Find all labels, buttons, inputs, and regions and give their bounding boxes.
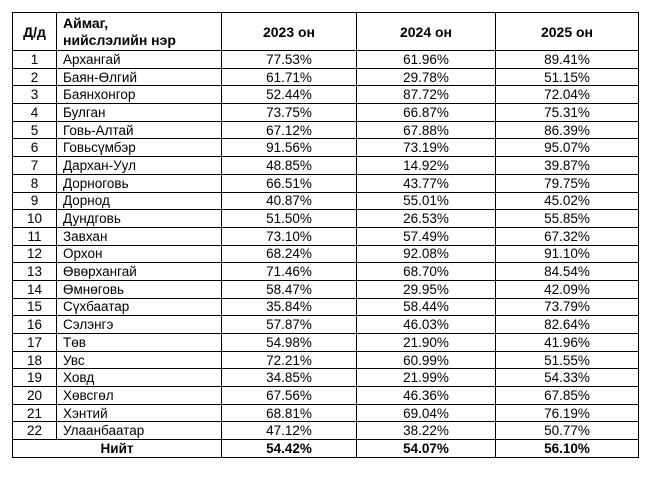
header-no: Д/д [13, 13, 57, 51]
aimag-name: Хөвсгөл [57, 387, 222, 405]
value-2023: 61.71% [222, 68, 357, 86]
value-2023: 40.87% [222, 192, 357, 210]
aimag-name: Орхон [57, 245, 222, 263]
table-header [13, 13, 639, 51]
aimag-name: Өвөрхангай [57, 263, 222, 281]
row-number: 17 [13, 334, 57, 352]
row-number: 5 [13, 121, 57, 139]
total-value-2023: 54.42% [222, 440, 357, 458]
header-row [13, 13, 639, 51]
value-2024: 55.01% [357, 192, 496, 210]
value-2023: 34.85% [222, 369, 357, 387]
value-2025: 41.96% [496, 334, 639, 352]
value-2023: 48.85% [222, 157, 357, 175]
aimag-name: Говьсүмбэр [57, 139, 222, 157]
header-aimag-name-line1: Аймаг, [63, 14, 109, 31]
header-aimag-name [57, 13, 222, 51]
value-2023: 35.84% [222, 298, 357, 316]
aimag-name: Сүхбаатар [57, 298, 222, 316]
value-2023: 68.24% [222, 245, 357, 263]
value-2025: 73.79% [496, 298, 639, 316]
value-2025: 82.64% [496, 316, 639, 334]
aimag-name: Завхан [57, 227, 222, 245]
row-number: 19 [13, 369, 57, 387]
row-number: 14 [13, 280, 57, 298]
value-2025: 86.39% [496, 121, 639, 139]
aimag-name: Архангай [57, 51, 222, 69]
value-2024: 68.70% [357, 263, 496, 281]
value-2025: 67.85% [496, 387, 639, 405]
total-value-2024: 54.07% [357, 440, 496, 458]
header-year-2025: 2025 он [496, 13, 639, 51]
aimag-name: Ховд [57, 369, 222, 387]
aimag-name: Баянхонгор [57, 86, 222, 104]
row-number: 6 [13, 139, 57, 157]
row-number: 4 [13, 104, 57, 122]
table-row [13, 121, 639, 139]
row-number: 20 [13, 387, 57, 405]
aimag-percentage-table [12, 12, 639, 458]
value-2024: 58.44% [357, 298, 496, 316]
value-2023: 73.10% [222, 227, 357, 245]
aimag-name: Хэнтий [57, 404, 222, 422]
row-number: 3 [13, 86, 57, 104]
value-2023: 77.53% [222, 51, 357, 69]
value-2024: 57.49% [357, 227, 496, 245]
value-2024: 26.53% [357, 210, 496, 228]
value-2025: 75.31% [496, 104, 639, 122]
value-2024: 21.90% [357, 334, 496, 352]
header-aimag-name-line2: нийслэлийн нэр [63, 31, 176, 48]
value-2023: 51.50% [222, 210, 357, 228]
table-row [13, 86, 639, 104]
value-2024: 69.04% [357, 404, 496, 422]
table-row [13, 68, 639, 86]
table-row [13, 263, 639, 281]
value-2025: 84.54% [496, 263, 639, 281]
value-2025: 55.85% [496, 210, 639, 228]
value-2023: 57.87% [222, 316, 357, 334]
value-2025: 79.75% [496, 174, 639, 192]
table-row [13, 227, 639, 245]
row-number: 8 [13, 174, 57, 192]
value-2023: 47.12% [222, 422, 357, 440]
table-row [13, 422, 639, 440]
row-number: 11 [13, 227, 57, 245]
value-2025: 39.87% [496, 157, 639, 175]
value-2024: 73.19% [357, 139, 496, 157]
value-2023: 68.81% [222, 404, 357, 422]
table-row [13, 334, 639, 352]
value-2025: 54.33% [496, 369, 639, 387]
value-2025: 67.32% [496, 227, 639, 245]
value-2025: 76.19% [496, 404, 639, 422]
row-number: 12 [13, 245, 57, 263]
total-value-2025: 56.10% [496, 440, 639, 458]
table-row [13, 210, 639, 228]
aimag-name: Өмнөговь [57, 280, 222, 298]
value-2023: 72.21% [222, 351, 357, 369]
row-number: 9 [13, 192, 57, 210]
value-2024: 29.78% [357, 68, 496, 86]
value-2024: 60.99% [357, 351, 496, 369]
aimag-name: Булган [57, 104, 222, 122]
value-2024: 61.96% [357, 51, 496, 69]
value-2024: 46.03% [357, 316, 496, 334]
row-number: 10 [13, 210, 57, 228]
value-2025: 42.09% [496, 280, 639, 298]
value-2024: 14.92% [357, 157, 496, 175]
value-2024: 29.95% [357, 280, 496, 298]
row-number: 1 [13, 51, 57, 69]
table-row [13, 404, 639, 422]
row-number: 13 [13, 263, 57, 281]
row-number: 15 [13, 298, 57, 316]
aimag-name: Дархан-Уул [57, 157, 222, 175]
value-2025: 45.02% [496, 192, 639, 210]
table-row [13, 192, 639, 210]
value-2024: 43.77% [357, 174, 496, 192]
row-number: 21 [13, 404, 57, 422]
value-2024: 46.36% [357, 387, 496, 405]
value-2024: 38.22% [357, 422, 496, 440]
value-2025: 95.07% [496, 139, 639, 157]
value-2023: 66.51% [222, 174, 357, 192]
row-number: 2 [13, 68, 57, 86]
aimag-name: Сэлэнгэ [57, 316, 222, 334]
value-2023: 71.46% [222, 263, 357, 281]
aimag-name: Төв [57, 334, 222, 352]
table-row [13, 104, 639, 122]
table-row [13, 298, 639, 316]
value-2023: 67.56% [222, 387, 357, 405]
table-body [13, 51, 639, 440]
value-2023: 91.56% [222, 139, 357, 157]
aimag-name: Увс [57, 351, 222, 369]
table-row [13, 369, 639, 387]
row-number: 16 [13, 316, 57, 334]
table-row [13, 316, 639, 334]
value-2025: 50.77% [496, 422, 639, 440]
table-row [13, 51, 639, 69]
value-2024: 67.88% [357, 121, 496, 139]
value-2023: 67.12% [222, 121, 357, 139]
row-number: 18 [13, 351, 57, 369]
value-2024: 66.87% [357, 104, 496, 122]
aimag-name: Улаанбаатар [57, 422, 222, 440]
value-2023: 73.75% [222, 104, 357, 122]
value-2023: 52.44% [222, 86, 357, 104]
header-year-2023: 2023 он [222, 13, 357, 51]
value-2024: 92.08% [357, 245, 496, 263]
row-number: 22 [13, 422, 57, 440]
table-row [13, 139, 639, 157]
table-row [13, 157, 639, 175]
aimag-name: Дундговь [57, 210, 222, 228]
value-2024: 87.72% [357, 86, 496, 104]
total-row [13, 440, 639, 458]
document-page [0, 12, 650, 480]
value-2025: 51.55% [496, 351, 639, 369]
aimag-name: Дорнод [57, 192, 222, 210]
aimag-name: Дорноговь [57, 174, 222, 192]
table-row [13, 174, 639, 192]
value-2025: 91.10% [496, 245, 639, 263]
value-2025: 51.15% [496, 68, 639, 86]
total-label: Нийт [13, 440, 222, 458]
table-row [13, 245, 639, 263]
value-2023: 58.47% [222, 280, 357, 298]
row-number: 7 [13, 157, 57, 175]
value-2025: 72.04% [496, 86, 639, 104]
table-row [13, 280, 639, 298]
header-year-2024: 2024 он [357, 13, 496, 51]
value-2025: 89.41% [496, 51, 639, 69]
aimag-name: Говь-Алтай [57, 121, 222, 139]
table-footer [13, 440, 639, 458]
value-2024: 21.99% [357, 369, 496, 387]
aimag-name: Баян-Өлгий [57, 68, 222, 86]
table-row [13, 351, 639, 369]
value-2023: 54.98% [222, 334, 357, 352]
table-row [13, 387, 639, 405]
